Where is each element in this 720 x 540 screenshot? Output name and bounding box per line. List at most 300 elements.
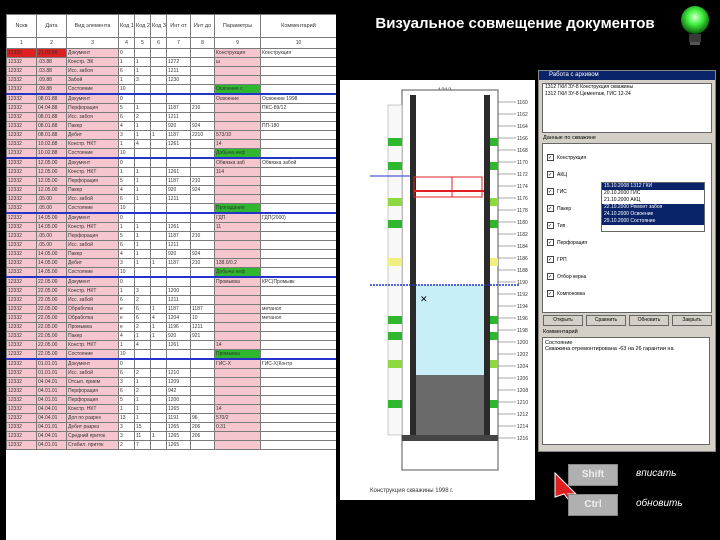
table-cell — [135, 204, 151, 214]
table-cell: 6 — [119, 67, 135, 76]
table-cell: Промывка — [67, 323, 119, 332]
table-cell — [151, 76, 167, 85]
table-cell — [151, 149, 167, 159]
table-cell: 12332 — [7, 414, 37, 423]
table-cell — [261, 177, 337, 186]
column-number: 2 — [37, 38, 67, 49]
table-cell — [151, 268, 167, 278]
table-cell: 1 — [135, 259, 151, 268]
table-cell — [191, 359, 215, 369]
table-row[interactable] — [7, 296, 337, 305]
table-row[interactable] — [7, 204, 337, 214]
table-row[interactable] — [7, 140, 337, 149]
table-row[interactable] — [7, 223, 337, 232]
table-row[interactable] — [7, 369, 337, 378]
table-row[interactable] — [7, 350, 337, 360]
table-cell: 2 — [135, 296, 151, 305]
table-cell: 0 — [119, 49, 135, 58]
table-cell: 210 — [191, 104, 215, 113]
column-header[interactable]: Параметры — [215, 15, 261, 38]
filter-checkbox[interactable] — [547, 188, 567, 195]
table-cell: Документ — [67, 277, 119, 287]
document-list-item[interactable]: 15.10.2008 1312 ГКИ — [602, 183, 704, 190]
table-cell: Документ — [67, 213, 119, 223]
table-cell: Перфорация — [67, 177, 119, 186]
stratum-band — [388, 138, 402, 146]
depth-tick-label: 1212 — [517, 412, 529, 418]
table-cell — [261, 168, 337, 177]
table-row[interactable] — [7, 405, 337, 414]
table-cell: 1 — [119, 341, 135, 350]
filter-checkbox[interactable] — [547, 256, 567, 263]
well-construction-diagram[interactable] — [340, 80, 535, 500]
table-cell — [261, 58, 337, 67]
table-row[interactable] — [7, 67, 337, 76]
table-cell: 5 — [119, 104, 135, 113]
table-cell: 6 — [119, 296, 135, 305]
table-cell: 22.05.00 — [37, 332, 67, 341]
table-cell — [151, 94, 167, 104]
table-row[interactable] — [7, 241, 337, 250]
table-cell — [261, 341, 337, 350]
table-row[interactable] — [7, 49, 337, 58]
table-cell — [261, 250, 337, 259]
table-cell: 1 — [119, 58, 135, 67]
table-cell: 12332 — [7, 268, 37, 278]
filter-checkbox[interactable] — [547, 171, 567, 178]
table-cell: 1 — [151, 432, 167, 441]
filter-checkbox[interactable] — [547, 273, 586, 280]
table-cell: 1 — [135, 232, 151, 241]
table-cell: 12332 — [7, 149, 37, 159]
table-cell — [191, 213, 215, 223]
table-cell: Состояние — [67, 268, 119, 278]
table-row[interactable] — [7, 195, 337, 204]
table-row[interactable] — [7, 268, 337, 278]
table-row[interactable] — [7, 423, 337, 432]
table-cell: 12332 — [7, 104, 37, 113]
table-cell: 1265 — [167, 441, 191, 450]
table-cell — [191, 378, 215, 387]
table-cell: 2 — [135, 369, 151, 378]
table-row[interactable] — [7, 122, 337, 131]
info-line: 1312 ГКИ ЗУ-8 Конструкция скважины — [545, 84, 634, 90]
table-cell: 920 — [167, 332, 191, 341]
table-cell: 12332 — [7, 432, 37, 441]
table-cell — [151, 195, 167, 204]
table-cell: 1 — [119, 140, 135, 149]
document-list-item[interactable]: 20.10.2000 ГИС — [604, 190, 641, 196]
table-cell: 12332 — [7, 223, 37, 232]
table-cell: 12332 — [7, 405, 37, 414]
table-cell: 1 — [119, 76, 135, 85]
column-number: 6 — [151, 38, 167, 49]
table-cell: 12332 — [7, 131, 37, 140]
table-cell: 206 — [191, 423, 215, 432]
table-cell — [261, 396, 337, 405]
table-cell — [151, 359, 167, 369]
column-header[interactable]: Инт до — [191, 15, 215, 38]
table-cell — [215, 387, 261, 396]
table-cell: 1 — [135, 241, 151, 250]
filter-checkbox[interactable] — [547, 154, 586, 161]
table-cell: Промывка — [215, 277, 261, 287]
table-cell — [191, 67, 215, 76]
table-row[interactable] — [7, 85, 337, 95]
table-cell: 12332 — [7, 441, 37, 450]
checkbox-label: Компоновка — [557, 290, 585, 297]
table-cell: 1265 — [167, 432, 191, 441]
table-cell — [261, 378, 337, 387]
stratum-band — [388, 258, 402, 266]
table-header — [7, 15, 337, 38]
table-cell: 1191 — [167, 414, 191, 423]
table-cell — [151, 387, 167, 396]
checkbox-icon[interactable]: ✓ — [548, 291, 553, 297]
table-cell — [167, 213, 191, 223]
table-cell — [135, 277, 151, 287]
table-cell: 12.05.00 — [37, 186, 67, 195]
table-cell: 6 — [135, 305, 151, 314]
table-cell — [261, 131, 337, 140]
table-cell: Исс. забоя — [67, 67, 119, 76]
table-cell — [151, 405, 167, 414]
table-cell — [135, 268, 151, 278]
column-header[interactable]: Код 1 — [119, 15, 135, 38]
table-cell: 3 — [135, 76, 151, 85]
table-cell: 15 — [135, 423, 151, 432]
table-cell — [215, 323, 261, 332]
table-row[interactable] — [7, 213, 337, 223]
depth-tick-label: 1164 — [517, 124, 528, 130]
column-header[interactable]: Код 3 — [151, 15, 167, 38]
table-row[interactable] — [7, 314, 337, 323]
table-cell: 1261 — [167, 168, 191, 177]
depth-tick-label: 1160 — [517, 100, 528, 106]
table-row[interactable] — [7, 287, 337, 296]
table-cell — [261, 441, 337, 450]
table-cell: 1196 — [167, 323, 191, 332]
table-cell — [135, 149, 151, 159]
table-cell: 22.05.00 — [37, 296, 67, 305]
dialog-button[interactable]: Обновить — [629, 315, 669, 326]
depth-tick-label: 1170 — [517, 160, 528, 166]
table-cell: 10 — [119, 149, 135, 159]
table-cell — [215, 296, 261, 305]
table-row[interactable] — [7, 131, 337, 140]
table-row[interactable] — [7, 387, 337, 396]
table-cell: Пакер — [67, 186, 119, 195]
dialog-button[interactable]: Закрыть — [672, 315, 712, 326]
table-cell — [151, 396, 167, 405]
table-row[interactable] — [7, 441, 337, 450]
table-row[interactable] — [7, 432, 337, 441]
table-cell: 210 — [191, 232, 215, 241]
table-row[interactable] — [7, 113, 337, 122]
depth-tick-label: 1192 — [517, 292, 528, 298]
table-cell — [167, 94, 191, 104]
table-cell: 14.05.00 — [37, 223, 67, 232]
table-row[interactable] — [7, 277, 337, 287]
table-cell: 1187 — [167, 232, 191, 241]
table-cell — [167, 359, 191, 369]
table-cell: 12332 — [7, 350, 37, 360]
table-row[interactable] — [7, 378, 337, 387]
dialog-button[interactable]: Сравнить — [586, 315, 626, 326]
table-cell: Документ — [67, 158, 119, 168]
table-cell: Пропадания — [215, 204, 261, 214]
checkbox-icon[interactable]: ✓ — [548, 155, 553, 161]
table-row[interactable] — [7, 104, 337, 113]
table-cell: Пакер — [67, 332, 119, 341]
table-cell — [151, 204, 167, 214]
table-cell — [151, 168, 167, 177]
table-row[interactable] — [7, 232, 337, 241]
table-cell: .05.00 — [37, 195, 67, 204]
table-row[interactable] — [7, 186, 337, 195]
table-cell — [191, 396, 215, 405]
table-cell: 4 — [119, 122, 135, 131]
table-cell: 12332 — [7, 113, 37, 122]
table-cell — [261, 423, 337, 432]
table-row[interactable] — [7, 396, 337, 405]
table-cell: 210 — [191, 259, 215, 268]
stratum-band — [490, 316, 498, 324]
table-cell — [191, 241, 215, 250]
table-cell: 0 — [119, 158, 135, 168]
table-cell — [151, 104, 167, 113]
table-cell: 1 — [135, 414, 151, 423]
table-cell — [151, 350, 167, 360]
table-cell: 12.05.00 — [37, 158, 67, 168]
table-row[interactable] — [7, 158, 337, 168]
table-cell: Документ — [67, 94, 119, 104]
table-cell: 12.05.00 — [37, 177, 67, 186]
table-row[interactable] — [7, 332, 337, 341]
table-row[interactable] — [7, 341, 337, 350]
stratum-band — [490, 400, 498, 408]
table-cell: 0 — [119, 359, 135, 369]
depth-tick-label: 1176 — [517, 196, 528, 202]
table-cell — [191, 140, 215, 149]
table-cell: 96 — [191, 414, 215, 423]
table-cell: 12332 — [7, 232, 37, 241]
column-header[interactable]: Инт от — [167, 15, 191, 38]
checkbox-icon[interactable]: ✓ — [548, 172, 553, 178]
column-number: 7 — [167, 38, 191, 49]
table-cell: 1187 — [191, 305, 215, 314]
table-row[interactable] — [7, 305, 337, 314]
table-cell: Констр. НКТ — [67, 405, 119, 414]
column-header[interactable]: Комментарий — [261, 15, 337, 38]
table-cell: Исс. забоя — [67, 113, 119, 122]
table-cell: 1 — [135, 186, 151, 195]
table-cell: Средний приток — [67, 432, 119, 441]
depth-tick-label: 1194 — [517, 304, 528, 310]
table-cell: 2 — [135, 113, 151, 122]
table-cell: 1 — [135, 195, 151, 204]
table-cell: 04.04.01 — [37, 432, 67, 441]
table-row[interactable] — [7, 359, 337, 369]
table-cell: е — [119, 305, 135, 314]
table-cell — [215, 378, 261, 387]
table-cell: 570/2 — [215, 414, 261, 423]
checkbox-label: ГИС — [557, 188, 567, 195]
table-cell: ГДП — [215, 213, 261, 223]
document-list-item[interactable]: 24.10.2000 Освоение — [602, 211, 704, 218]
document-list[interactable] — [601, 182, 705, 232]
table-cell: 12332 — [7, 67, 37, 76]
checkbox-label: Конструкция — [557, 154, 587, 161]
table-row[interactable] — [7, 149, 337, 159]
shift-key[interactable]: Shift — [568, 464, 618, 486]
depth-tick-label: 1178 — [517, 208, 528, 214]
table-cell: 12332 — [7, 396, 37, 405]
document-list-item[interactable]: 22.10.2000 Ремонт забоя — [602, 204, 704, 211]
table-cell: 3 — [119, 423, 135, 432]
table-cell: 14.05.00 — [37, 250, 67, 259]
table-cell: Исс. забой — [67, 241, 119, 250]
column-header[interactable]: Код 2 — [135, 15, 151, 38]
checkbox-icon[interactable]: ✓ — [548, 189, 553, 195]
table-row[interactable] — [7, 414, 337, 423]
table-cell: 6 — [135, 314, 151, 323]
dialog-button[interactable]: Открыть — [543, 315, 583, 326]
table-cell: Состояние — [67, 204, 119, 214]
table-cell: 12332 — [7, 359, 37, 369]
table-cell: 1 — [119, 405, 135, 414]
table-cell: 1 — [119, 168, 135, 177]
table-row[interactable] — [7, 323, 337, 332]
filter-checkbox[interactable] — [547, 290, 585, 297]
stratum-band — [388, 162, 402, 170]
depth-axis — [498, 100, 528, 442]
column-number: 9 — [215, 38, 261, 49]
table-cell — [191, 195, 215, 204]
table-row[interactable] — [7, 168, 337, 177]
checkbox-icon[interactable]: ✓ — [548, 257, 553, 263]
table-cell: 14 — [215, 341, 261, 350]
info-line: 1312 ГКИ ЗУ-8 Цементаж, ГИС 12-24 — [545, 91, 631, 97]
table-row[interactable] — [7, 94, 337, 104]
table-cell: 21.03.88 — [37, 49, 67, 58]
table-cell — [215, 76, 261, 85]
table-cell: 12332 — [7, 58, 37, 67]
page-title: Визуальное совмещение документов — [375, 15, 655, 32]
table-cell: 1 — [135, 131, 151, 140]
checkbox-icon[interactable]: ✓ — [548, 223, 553, 229]
table-cell: Освоение 1998 — [261, 94, 337, 104]
table-cell: 942 — [167, 387, 191, 396]
table-cell: 3 — [119, 131, 135, 140]
table-cell: Состояние — [67, 350, 119, 360]
table-cell: 12332 — [7, 277, 37, 287]
table-cell: 22.05.00 — [37, 341, 67, 350]
table-cell: 12332 — [7, 85, 37, 95]
comment-field[interactable]: Состояние Скважина отремонтирована -63 на 26 гарантии на — [542, 337, 710, 445]
table-cell — [151, 277, 167, 287]
table-cell — [215, 250, 261, 259]
table-cell: 13 — [119, 414, 135, 423]
table-cell: .03.88 — [37, 67, 67, 76]
table-cell: 6 — [119, 387, 135, 396]
table-cell: 1211 — [167, 113, 191, 122]
column-header[interactable]: Ncкв — [7, 15, 37, 38]
table-cell — [215, 67, 261, 76]
table-cell: 1210 — [167, 369, 191, 378]
table-cell: 12332 — [7, 158, 37, 168]
document-list-item[interactable]: 29.10.2000 Состояние — [602, 218, 704, 225]
filter-checkbox[interactable] — [547, 239, 587, 246]
table-cell — [191, 369, 215, 378]
table-cell: 2 — [135, 387, 151, 396]
table-row[interactable] — [7, 259, 337, 268]
stratum-band — [388, 360, 402, 368]
table-cell: 4 — [135, 341, 151, 350]
table-cell — [151, 232, 167, 241]
table-cell: 0 — [119, 213, 135, 223]
table-row[interactable] — [7, 76, 337, 85]
table-cell: 1 — [135, 67, 151, 76]
table-cell: 1 — [135, 223, 151, 232]
table-cell: Перфорация — [67, 104, 119, 113]
table-cell: 1 — [151, 305, 167, 314]
table-cell — [261, 241, 337, 250]
table-cell: 12332 — [7, 305, 37, 314]
table-cell: .03.88 — [37, 58, 67, 67]
table-cell — [167, 85, 191, 95]
depth-tick-label: 1196 — [517, 316, 528, 322]
stratum-band — [388, 198, 402, 206]
events-table — [6, 14, 336, 450]
table-cell: 08.01.88 — [37, 122, 67, 131]
table-cell: метанол — [261, 305, 337, 314]
table-row[interactable] — [7, 58, 337, 67]
table-row[interactable] — [7, 177, 337, 186]
table-cell: 04.01.01 — [37, 441, 67, 450]
ctrl-key[interactable]: Ctrl — [568, 494, 618, 516]
checkbox-icon[interactable]: ✓ — [548, 240, 553, 246]
depth-tick-label: 1200 — [517, 340, 529, 346]
checkbox-icon[interactable]: ✓ — [548, 206, 553, 212]
table-cell: 08.01.88 — [37, 131, 67, 140]
table-cell — [261, 332, 337, 341]
column-number: 1 — [7, 38, 37, 49]
filter-checkbox[interactable] — [547, 205, 571, 212]
checkbox-icon[interactable]: ✓ — [548, 274, 553, 280]
table-cell: КРС(Промывк — [261, 277, 337, 287]
table-cell: 12332 — [7, 177, 37, 186]
table-row[interactable] — [7, 250, 337, 259]
archive-dialog[interactable] — [538, 70, 716, 452]
table-cell — [215, 305, 261, 314]
document-list-item[interactable]: 21.10.2000 АКЦ — [604, 197, 641, 203]
dialog-title: Работа с архивом — [539, 71, 715, 80]
table-cell: е — [119, 323, 135, 332]
table-cell: 1 — [135, 405, 151, 414]
table-cell: Обработка — [67, 305, 119, 314]
table-cell: ПП-180 — [261, 122, 337, 131]
table-cell — [151, 250, 167, 259]
table-cell: Документ — [67, 359, 119, 369]
column-header[interactable]: Дата — [37, 15, 67, 38]
filter-checkbox[interactable] — [547, 222, 565, 229]
stratum-band — [388, 316, 402, 324]
table-cell: Обвязка забой — [261, 158, 337, 168]
column-header[interactable]: Вид элемента — [67, 15, 119, 38]
table-cell — [151, 140, 167, 149]
table-cell — [215, 241, 261, 250]
